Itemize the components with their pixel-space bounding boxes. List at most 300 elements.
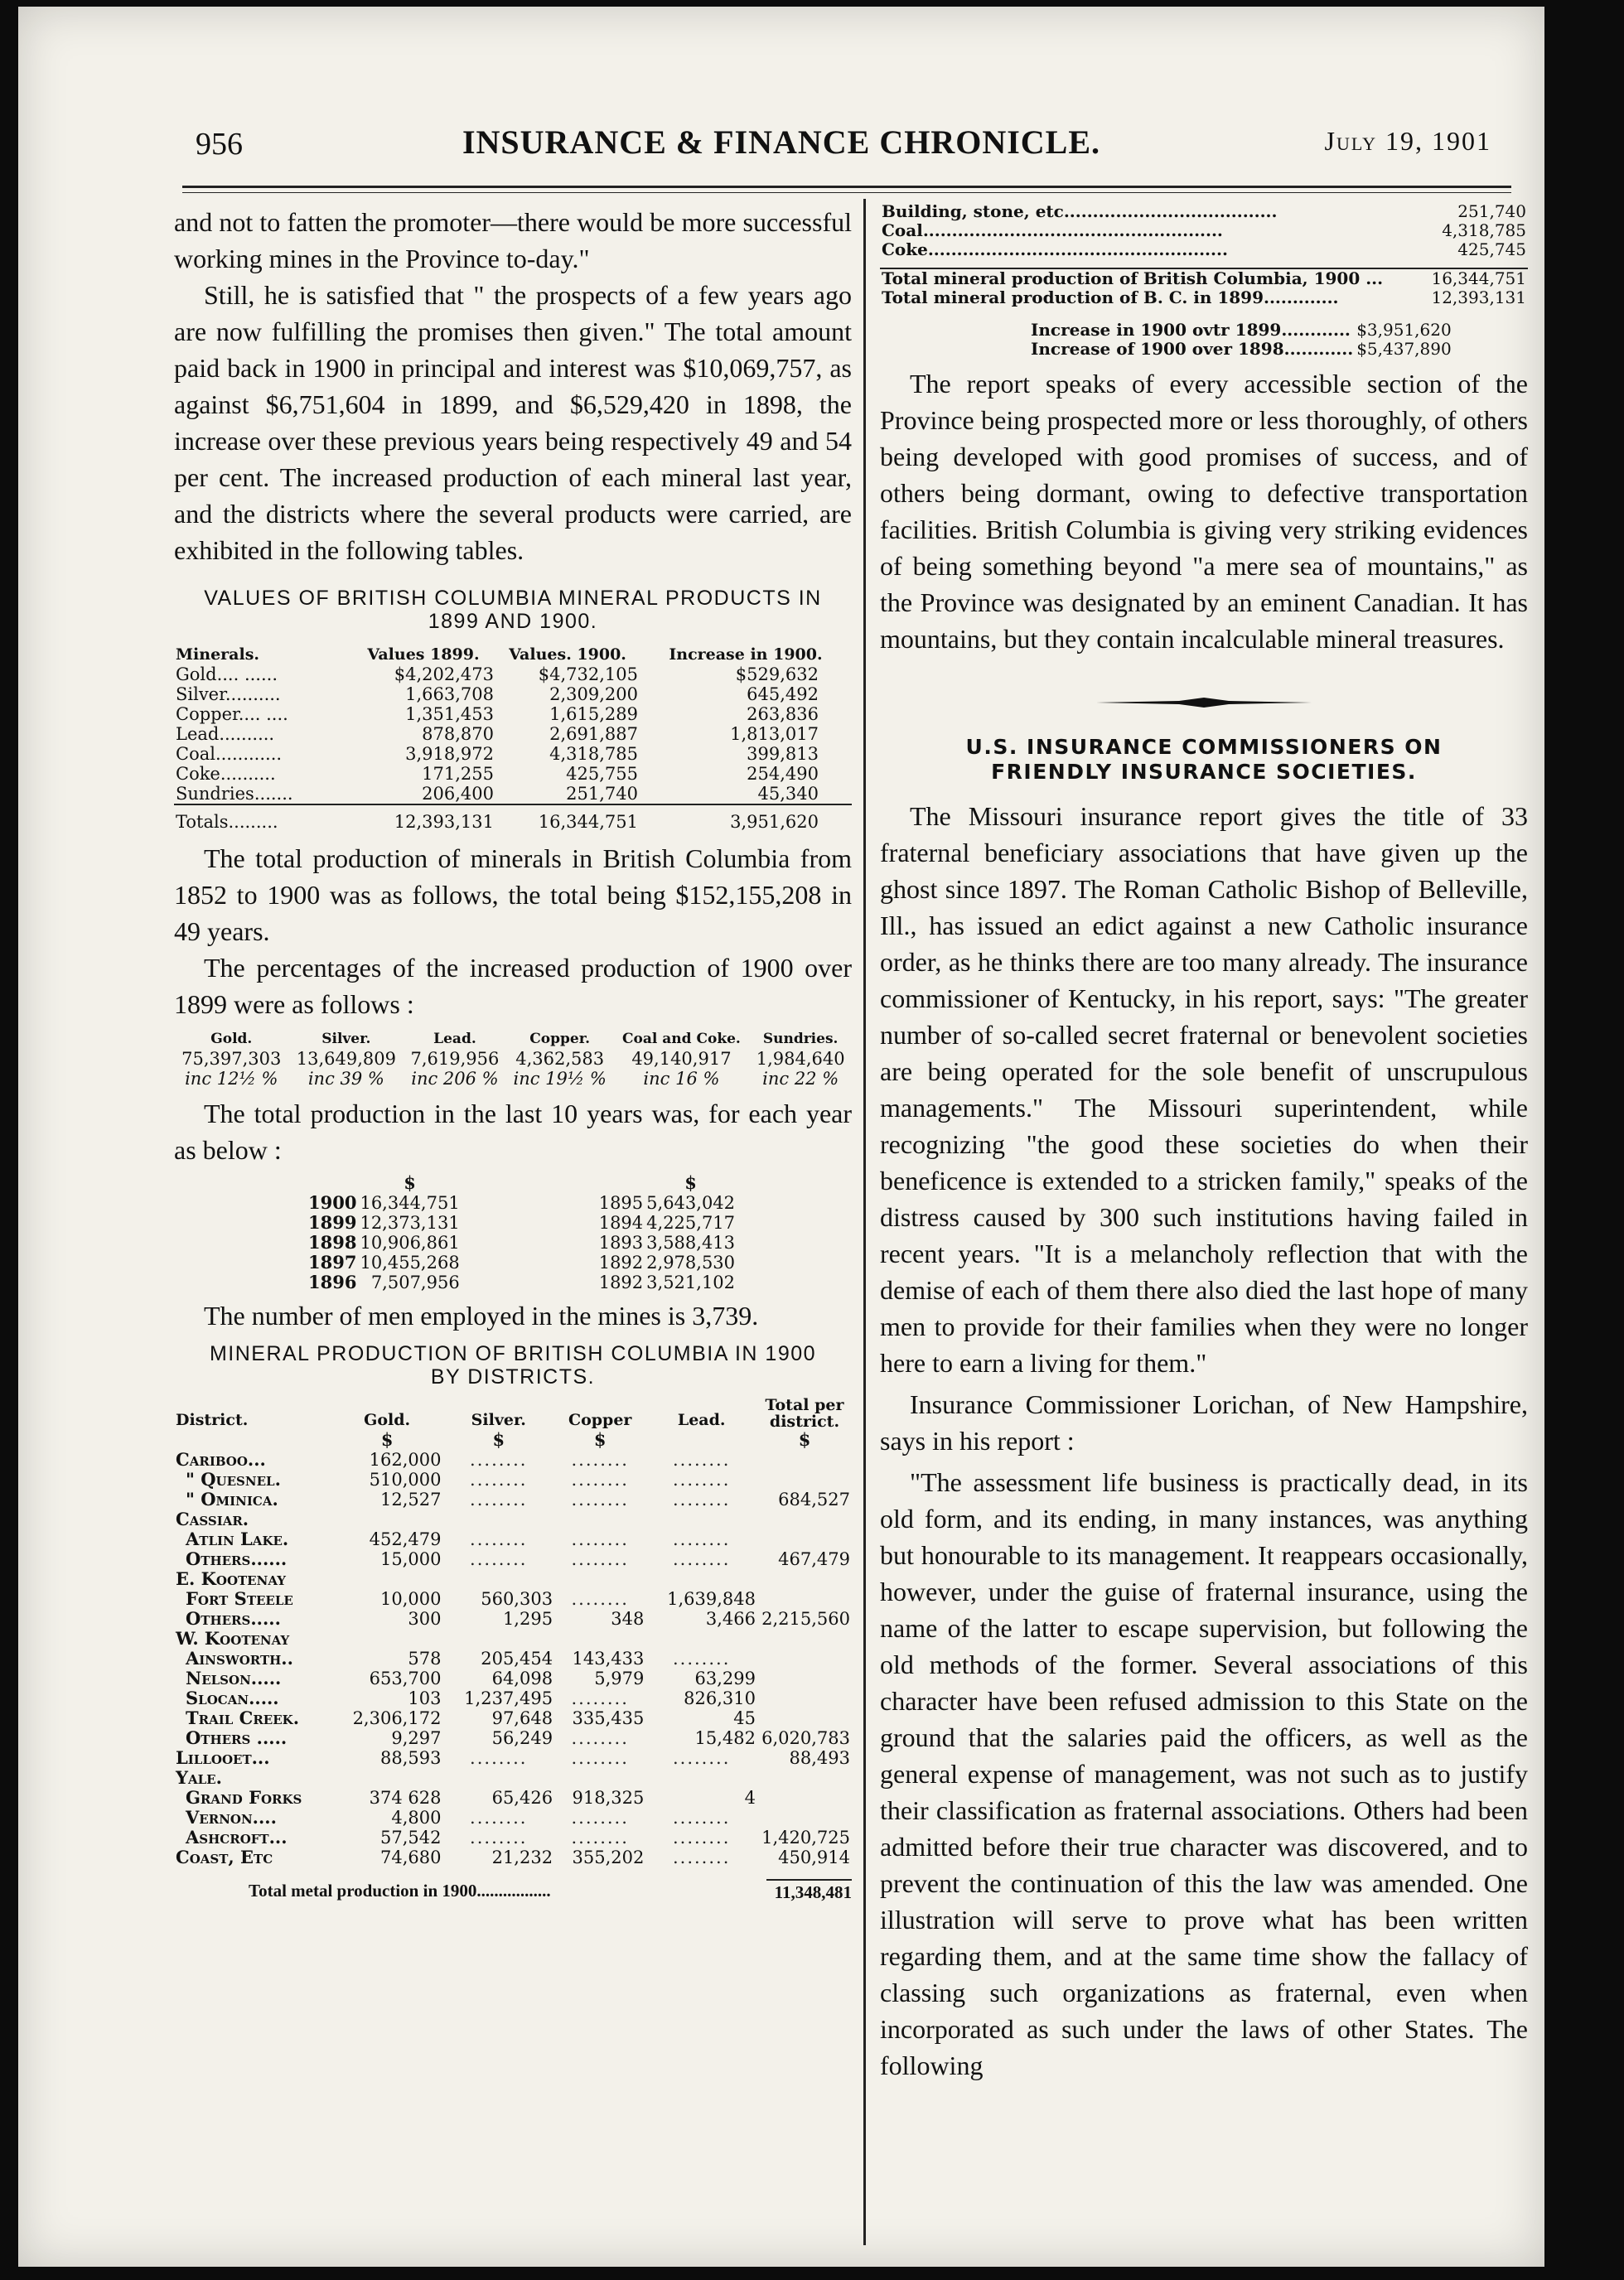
value-cell: 206,400 bbox=[422, 784, 494, 804]
table-row bbox=[174, 784, 852, 804]
value-cell: 205,454 bbox=[481, 1649, 553, 1669]
table-header: Total per district. bbox=[765, 1396, 844, 1431]
value-cell: 97,648 bbox=[491, 1708, 553, 1728]
value-cell: 45 bbox=[733, 1708, 756, 1728]
value-cell: 918,325 bbox=[572, 1788, 645, 1808]
value-cell: ........ bbox=[571, 1688, 629, 1708]
year-cell: 1897 bbox=[308, 1252, 357, 1273]
value-cell: 399,813 bbox=[747, 744, 819, 764]
ten-year-table bbox=[307, 1173, 737, 1292]
value-cell: 12,373,131 bbox=[360, 1213, 460, 1233]
value-cell: 878,870 bbox=[422, 724, 494, 744]
percent-cell: inc 39 % bbox=[307, 1069, 384, 1089]
value-cell bbox=[757, 1788, 852, 1808]
value-cell: 65,426 bbox=[491, 1788, 553, 1808]
value-cell: ........ bbox=[672, 1529, 731, 1549]
district-name: Others..... bbox=[186, 1608, 281, 1629]
value-cell: ........ bbox=[470, 1529, 528, 1549]
value-cell bbox=[331, 1629, 443, 1649]
value-cell: 4,225,717 bbox=[646, 1213, 736, 1233]
value-cell bbox=[645, 1569, 757, 1589]
table-row bbox=[174, 684, 852, 704]
value-cell: 12,527 bbox=[379, 1490, 442, 1510]
district-name: Atlin Lake. bbox=[186, 1529, 289, 1549]
value-cell: ........ bbox=[571, 1748, 629, 1768]
right-paragraph-4: "The assessment life business is practically dead, in its old form, and its ending, in many instances, was anything but honourable to its management. It reappears occasionally, however, under the guise of fraternal insurance, using the name of the latter to escape supervision, but following the old methods of the former. Several associations of this character have been refused admission to this State on the ground that the salaries paid the officers, as well as the general expense of management, was not such as to justify their classification as fraternal associations. Others had been admitted before their true character was discovered, and to prevent the continuation of this the law was amended. One illustration will serve to prove what has been written regarding them, and at the same time show the fallacy of classing such organizations as fraternal, even when incorporated as such under the laws of other States. The following bbox=[880, 1467, 1528, 2080]
value-cell: ........ bbox=[470, 1490, 528, 1510]
value-cell: 56,249 bbox=[491, 1728, 553, 1748]
value-cell: 15,482 bbox=[694, 1728, 756, 1748]
table-row bbox=[880, 268, 1528, 288]
newspaper-page bbox=[18, 7, 1544, 2267]
table-header: Minerals. bbox=[176, 645, 260, 664]
summary-label: Coal.................................................... bbox=[882, 221, 1223, 240]
value-cell: $529,632 bbox=[735, 664, 819, 684]
value-cell: 162,000 bbox=[369, 1450, 442, 1470]
district-total-value: 11,348,481 bbox=[766, 1879, 852, 1904]
value-cell: 2,691,887 bbox=[549, 724, 638, 744]
value-cell: 254,490 bbox=[747, 764, 819, 784]
table-row bbox=[174, 1490, 852, 1510]
table-row bbox=[174, 1049, 852, 1069]
summary-label: Coke.................................................... bbox=[882, 240, 1228, 259]
dollar-sign: $ bbox=[492, 1429, 505, 1450]
value-cell: 4,318,785 bbox=[549, 744, 638, 764]
value-cell: 1,295 bbox=[502, 1609, 553, 1629]
table-row bbox=[307, 1233, 737, 1253]
table-row bbox=[174, 1589, 852, 1609]
value-cell bbox=[757, 1688, 852, 1708]
year-cell: 1892 bbox=[598, 1253, 644, 1273]
table-row bbox=[307, 1193, 737, 1213]
value-cell: 452,479 bbox=[369, 1529, 442, 1549]
summary-value: 251,740 bbox=[1457, 201, 1526, 221]
table-row bbox=[174, 1629, 852, 1649]
district-name: Cassiar. bbox=[176, 1509, 249, 1529]
district-name: W. Kootenay bbox=[176, 1628, 290, 1649]
increase-table bbox=[1029, 321, 1453, 359]
percent-cell: 75,397,303 bbox=[181, 1049, 282, 1069]
percent-cell: inc 19½ % bbox=[513, 1069, 607, 1089]
value-cell: 374 628 bbox=[369, 1788, 442, 1808]
value-cell bbox=[757, 1629, 852, 1649]
table-row bbox=[174, 704, 852, 724]
value-cell: ........ bbox=[571, 1728, 629, 1748]
district-name: Others...... bbox=[186, 1548, 288, 1569]
table-row bbox=[880, 288, 1528, 307]
right-paragraph-3: Insurance Commissioner Lorichan, of New Hampshire, says in his report : bbox=[880, 1389, 1528, 1456]
value-cell: 16,344,751 bbox=[360, 1193, 460, 1213]
table-row bbox=[1029, 340, 1453, 359]
value-cell: 3,466 bbox=[705, 1609, 756, 1629]
column-divider bbox=[863, 199, 866, 2245]
value-cell: 1,813,017 bbox=[730, 724, 819, 744]
percent-cell: inc 16 % bbox=[643, 1069, 720, 1089]
percent-header: Gold. bbox=[210, 1031, 253, 1047]
table-header: Values. 1900. bbox=[509, 645, 626, 664]
value-cell: 2,306,172 bbox=[352, 1708, 442, 1728]
value-cell bbox=[331, 1569, 443, 1589]
summary-label: Building, stone, etc..................................... bbox=[882, 202, 1278, 221]
value-cell: ........ bbox=[470, 1828, 528, 1848]
table-row bbox=[174, 1728, 852, 1748]
value-cell bbox=[757, 1768, 852, 1788]
value-cell: 2,309,200 bbox=[549, 684, 638, 704]
mineral-name: Coal............ bbox=[176, 744, 283, 764]
table-header: Values 1899. bbox=[367, 645, 480, 664]
value-cell: 348 bbox=[611, 1609, 645, 1629]
district-total-label: Total metal production in 1900................. bbox=[249, 1881, 551, 1901]
value-cell: ........ bbox=[470, 1549, 528, 1569]
value-cell bbox=[331, 1768, 443, 1788]
table-row bbox=[174, 1470, 852, 1490]
dollar-sign: $ bbox=[798, 1429, 811, 1450]
value-cell: 9,297 bbox=[391, 1728, 442, 1748]
value-cell bbox=[757, 1808, 852, 1828]
value-cell: ........ bbox=[672, 1470, 731, 1490]
value-cell bbox=[757, 1470, 852, 1490]
district-name: Ainsworth.. bbox=[186, 1648, 293, 1669]
value-cell: 425,755 bbox=[566, 764, 638, 784]
table-header: Lead. bbox=[677, 1411, 726, 1429]
year-cell: 1893 bbox=[598, 1233, 644, 1253]
year-cell: 1894 bbox=[598, 1213, 644, 1233]
value-cell bbox=[554, 1629, 645, 1649]
value-cell: 645,492 bbox=[747, 684, 819, 704]
value-cell bbox=[645, 1768, 757, 1788]
percent-header: Sundries. bbox=[762, 1031, 839, 1047]
summary-value: 425,745 bbox=[1457, 239, 1526, 259]
summary-label: Increase of 1900 over 1898............ bbox=[1031, 340, 1354, 359]
table-row bbox=[174, 744, 852, 764]
dollar-sign: $ bbox=[380, 1429, 394, 1450]
value-cell: 74,680 bbox=[379, 1848, 442, 1867]
value-cell bbox=[757, 1569, 852, 1589]
district-name: Lillooet... bbox=[176, 1747, 270, 1768]
dollar-sign: $ bbox=[684, 1172, 697, 1193]
value-cell: ........ bbox=[672, 1549, 731, 1569]
percent-header: Coal and Coke. bbox=[622, 1031, 741, 1047]
value-cell: 467,479 bbox=[778, 1549, 850, 1569]
value-cell: ........ bbox=[571, 1470, 629, 1490]
summary-value: $3,951,620 bbox=[1356, 320, 1452, 340]
value-cell: 63,299 bbox=[694, 1669, 756, 1688]
district-name: Trail Creek. bbox=[186, 1708, 299, 1728]
section-ornament-icon bbox=[880, 682, 1528, 718]
left-paragraph-3: The total production of minerals in British Columbia from 1852 to 1900 was as follows, the total being $152,155,208 in 49 years. bbox=[174, 843, 852, 946]
value-cell bbox=[554, 1510, 645, 1529]
value-cell: 450,914 bbox=[778, 1848, 850, 1867]
table-row bbox=[174, 764, 852, 784]
right-paragraph-2: The Missouri insurance report gives the title of 33 fraternal beneficiary associations that have given up the ghost since 1897. The Roman Catholic Bishop of Belleville, Ill., has issued an edict against a new Catholic insurance order, as he thinks there are too many already. The insurance commissioner of Kentucky, in his report, says: "The greater number of so-called secret fraternal or benevolent societies are being operated for the sole benefit of unscrupulous managements." The Missouri superintendent, while recognizing "the good these societies do when their beneficence is extended to a stricken family," speaks of the distress caused by 300 such institutions having failed in recent years. "It is a melancholy reflection that with the demise of each of them there also died the last hope of many men to provide for their families when they were no longer here to earn a living for them." bbox=[880, 801, 1528, 1378]
value-cell: 3,588,413 bbox=[646, 1233, 736, 1253]
summary-label: Total mineral production of B. C. in 1899............. bbox=[882, 288, 1339, 307]
value-cell bbox=[442, 1569, 554, 1589]
value-cell: 263,836 bbox=[747, 704, 819, 724]
table-row bbox=[307, 1253, 737, 1273]
value-cell: ........ bbox=[571, 1490, 629, 1510]
value-cell: ........ bbox=[571, 1828, 629, 1848]
table-row bbox=[174, 1510, 852, 1529]
summary-label: Increase in 1900 ovtr 1899............ bbox=[1031, 321, 1351, 340]
right-paragraph-1: The report speaks of every accessible section of the Province being prospected more or less thoroughly, of others being developed with good promises of success, and of others being dormant, owing to defective transportation facilities. British Columbia is giving very striking evidences of being something beyond "a mere sea of mountains," as the Province was designated by an eminent Canadian. It has mountains, but they contain incalculable mineral treasures. bbox=[880, 369, 1528, 654]
left-paragraph-6: The number of men employed in the mines is 3,739. bbox=[204, 1301, 759, 1331]
total-label: Totals......... bbox=[174, 804, 351, 832]
table-row bbox=[174, 1828, 852, 1848]
dollar-sign: $ bbox=[593, 1429, 607, 1450]
value-cell: 1,420,725 bbox=[761, 1828, 850, 1848]
value-cell: 826,310 bbox=[684, 1688, 756, 1708]
value-cell: 64,098 bbox=[491, 1669, 553, 1688]
district-name: Coast, Etc bbox=[176, 1847, 273, 1867]
percent-cell: 49,140,917 bbox=[631, 1049, 732, 1069]
value-cell: ........ bbox=[672, 1649, 731, 1669]
year-cell: 1896 bbox=[308, 1272, 357, 1292]
value-cell: 15,000 bbox=[379, 1549, 442, 1569]
value-cell: 300 bbox=[408, 1609, 442, 1629]
total-cell: 12,393,131 bbox=[351, 804, 495, 832]
value-cell bbox=[757, 1649, 852, 1669]
value-cell: 2,215,560 bbox=[761, 1609, 850, 1629]
district-name: Fort Steele bbox=[186, 1588, 293, 1609]
value-cell bbox=[757, 1510, 852, 1529]
value-cell: 653,700 bbox=[369, 1669, 442, 1688]
value-cell: 3,521,102 bbox=[646, 1273, 736, 1292]
table-row bbox=[880, 240, 1528, 259]
value-cell: ........ bbox=[571, 1450, 629, 1470]
value-cell bbox=[645, 1510, 757, 1529]
table-row bbox=[174, 1768, 852, 1788]
mineral-name: Lead.......... bbox=[176, 724, 275, 744]
summary-value: 12,393,131 bbox=[1431, 287, 1526, 307]
table-row bbox=[174, 724, 852, 744]
value-cell: 510,000 bbox=[369, 1470, 442, 1490]
table-header: Increase in 1900. bbox=[669, 645, 823, 664]
district-name: Slocan..... bbox=[186, 1688, 279, 1708]
value-cell: ........ bbox=[571, 1549, 629, 1569]
value-cell: 684,527 bbox=[778, 1490, 850, 1510]
table-row bbox=[174, 1808, 852, 1828]
table-row bbox=[307, 1213, 737, 1233]
value-cell: ........ bbox=[672, 1748, 731, 1768]
value-cell: 21,232 bbox=[491, 1848, 553, 1867]
table-header: Copper bbox=[568, 1411, 632, 1429]
table-row bbox=[1029, 321, 1453, 340]
mineral-summary-table bbox=[880, 202, 1528, 307]
summary-value: $5,437,890 bbox=[1356, 339, 1452, 359]
left-paragraph-5: The total production in the last 10 years was, for each year as below : bbox=[174, 1099, 852, 1165]
year-cell: 1898 bbox=[308, 1232, 357, 1253]
left-paragraph-4: The percentages of the increased production of 1900 over 1899 were as follows : bbox=[174, 953, 852, 1019]
value-cell: 1,237,495 bbox=[464, 1688, 553, 1708]
table-row bbox=[174, 1609, 852, 1629]
value-cell: 4 bbox=[744, 1788, 756, 1808]
year-cell: 1892 bbox=[598, 1273, 644, 1292]
value-cell: 45,340 bbox=[757, 784, 819, 804]
value-cell: ........ bbox=[672, 1808, 731, 1828]
mineral-name: Sundries....... bbox=[176, 784, 293, 804]
district-total-row bbox=[174, 1879, 852, 1904]
value-cell: ........ bbox=[470, 1808, 528, 1828]
mineral-name: Silver.......... bbox=[176, 684, 281, 704]
percent-header: Lead. bbox=[433, 1031, 476, 1047]
district-name: E. Kootenay bbox=[176, 1568, 286, 1589]
value-cell bbox=[442, 1629, 554, 1649]
table-row bbox=[174, 1569, 852, 1589]
table-row bbox=[174, 1708, 852, 1728]
percent-cell: inc 22 % bbox=[762, 1069, 839, 1089]
table-row bbox=[174, 1848, 852, 1867]
table-row bbox=[174, 1688, 852, 1708]
value-cell bbox=[757, 1529, 852, 1549]
value-cell: 4,800 bbox=[391, 1808, 442, 1828]
value-cell: 1,663,708 bbox=[405, 684, 494, 704]
value-cell: 171,255 bbox=[422, 764, 494, 784]
total-cell: 16,344,751 bbox=[495, 804, 640, 832]
summary-value: 16,344,751 bbox=[1423, 268, 1528, 288]
table-total-row bbox=[174, 804, 852, 832]
year-cell: 1899 bbox=[308, 1212, 357, 1233]
value-cell: ........ bbox=[470, 1470, 528, 1490]
value-cell: 57,542 bbox=[379, 1828, 442, 1848]
district-name: Nelson..... bbox=[186, 1668, 282, 1688]
value-cell: ........ bbox=[672, 1848, 731, 1867]
value-cell bbox=[645, 1629, 757, 1649]
value-cell bbox=[554, 1569, 645, 1589]
district-name: Cariboo... bbox=[176, 1449, 266, 1470]
value-cell: 88,593 bbox=[379, 1748, 442, 1768]
percent-cell: 4,362,583 bbox=[515, 1049, 605, 1069]
value-cell: 3,918,972 bbox=[405, 744, 494, 764]
total-cell: 3,951,620 bbox=[640, 804, 852, 832]
year-cell: 1895 bbox=[598, 1193, 644, 1213]
table-row bbox=[880, 221, 1528, 240]
value-cell: ........ bbox=[470, 1450, 528, 1470]
running-head bbox=[18, 113, 1544, 162]
value-cell: ........ bbox=[672, 1828, 731, 1848]
value-cell: 143,433 bbox=[572, 1649, 645, 1669]
header-rule-thick bbox=[182, 186, 1511, 188]
mineral-name: Coke.......... bbox=[176, 764, 276, 784]
left-paragraph-1: and not to fatten the promoter—there would be more successful working mines in the Province to-day." bbox=[174, 207, 852, 273]
district-name: " Ominica. bbox=[186, 1489, 278, 1510]
value-cell bbox=[757, 1589, 852, 1609]
summary-value: 4,318,785 bbox=[1442, 220, 1526, 240]
header-rule-thin bbox=[182, 192, 1511, 193]
percentages-table bbox=[174, 1029, 852, 1089]
value-cell: 6,020,783 bbox=[761, 1728, 850, 1748]
value-cell bbox=[442, 1768, 554, 1788]
value-cell: ........ bbox=[672, 1490, 731, 1510]
table-row bbox=[174, 1669, 852, 1688]
issue-date: July 19, 1901 bbox=[1324, 126, 1491, 156]
table-header: District. bbox=[176, 1411, 249, 1429]
value-cell: 335,435 bbox=[572, 1708, 645, 1728]
value-cell: ........ bbox=[571, 1529, 629, 1549]
right-column bbox=[880, 196, 1528, 2084]
value-cell: 1,615,289 bbox=[549, 704, 638, 724]
left-column bbox=[174, 204, 852, 1904]
year-cell: 1900 bbox=[308, 1192, 357, 1213]
value-cell: ........ bbox=[470, 1748, 528, 1768]
value-cell: ........ bbox=[571, 1589, 629, 1609]
value-cell: 5,643,042 bbox=[646, 1193, 736, 1213]
percent-cell: inc 12½ % bbox=[185, 1069, 278, 1089]
section-title: FRIENDLY INSURANCE SOCIETIES. bbox=[991, 760, 1417, 784]
table-row bbox=[174, 1069, 852, 1089]
percent-cell: 1,984,640 bbox=[756, 1049, 845, 1069]
value-cell: 5,979 bbox=[594, 1669, 645, 1688]
value-cell: 7,507,956 bbox=[370, 1273, 460, 1292]
district-name: Ashcroft... bbox=[186, 1827, 288, 1848]
percent-cell: 7,619,956 bbox=[410, 1049, 500, 1069]
mineral-name: Gold.... ...... bbox=[176, 664, 278, 684]
value-cell bbox=[442, 1510, 554, 1529]
value-cell: 88,493 bbox=[789, 1748, 850, 1768]
table-row bbox=[174, 1029, 852, 1049]
value-cell bbox=[757, 1708, 852, 1728]
value-cell: 355,202 bbox=[572, 1848, 645, 1867]
value-cell: 2,978,530 bbox=[646, 1253, 736, 1273]
district-name: " Quesnel. bbox=[186, 1469, 281, 1490]
table-row bbox=[174, 664, 852, 684]
table-row bbox=[174, 1549, 852, 1569]
district-name: Others ..... bbox=[186, 1727, 288, 1748]
percent-header: Copper. bbox=[529, 1031, 591, 1047]
section-title: U.S. INSURANCE COMMISSIONERS ON bbox=[965, 735, 1443, 759]
value-cell: 1,351,453 bbox=[405, 704, 494, 724]
district-table bbox=[174, 1397, 852, 1867]
value-cell: 578 bbox=[408, 1649, 442, 1669]
value-cell: $4,732,105 bbox=[538, 664, 638, 684]
value-cell: $4,202,473 bbox=[394, 664, 494, 684]
table-row bbox=[174, 1748, 852, 1768]
percent-cell: 13,649,809 bbox=[296, 1049, 396, 1069]
value-cell bbox=[757, 1450, 852, 1470]
value-cell: 103 bbox=[408, 1688, 442, 1708]
value-cell: 251,740 bbox=[566, 784, 638, 804]
district-name: Vernon.... bbox=[186, 1807, 277, 1828]
value-cell bbox=[757, 1669, 852, 1688]
table-row bbox=[880, 202, 1528, 221]
mineral-name: Copper.... .... bbox=[176, 704, 288, 724]
value-cell bbox=[554, 1768, 645, 1788]
value-cell: 560,303 bbox=[481, 1589, 553, 1609]
value-cell: 10,455,268 bbox=[360, 1253, 460, 1273]
summary-label: Total mineral production of British Columbia, 1900 ... bbox=[880, 268, 1423, 288]
value-cell: 10,906,861 bbox=[360, 1233, 460, 1253]
value-cell bbox=[331, 1510, 443, 1529]
value-cell: ........ bbox=[571, 1808, 629, 1828]
value-cell: ........ bbox=[672, 1450, 731, 1470]
mineral-values-table-title: VALUES OF BRITISH COLUMBIA MINERAL PRODUCTS IN 1899 AND 1900. bbox=[204, 587, 822, 633]
table-header: Silver. bbox=[471, 1411, 526, 1429]
dollar-sign: $ bbox=[404, 1172, 416, 1193]
percent-header: Silver. bbox=[321, 1031, 371, 1047]
journal-title: INSURANCE & FINANCE CHRONICLE. bbox=[462, 123, 1101, 161]
district-name: Yale. bbox=[176, 1767, 222, 1788]
table-row bbox=[174, 1450, 852, 1470]
table-row bbox=[174, 1529, 852, 1549]
value-cell: 10,000 bbox=[379, 1589, 442, 1609]
percent-cell: inc 206 % bbox=[411, 1069, 499, 1089]
mineral-values-table bbox=[174, 645, 852, 832]
page-number: 956 bbox=[196, 127, 243, 162]
left-paragraph-2: Still, he is satisfied that " the prospects of a few years ago are now fulfilling the promises then given." The total amount paid back in 1900 in principal and interest was $10,069,757, as against $6,751,604 in 1899, and $6,529,420 in 1898, the increase over these previous years being respectively 49 and 54 per cent. The increased production of each mineral last year, and the districts where the several products were carried, are exhibited in the following tables. bbox=[174, 280, 852, 565]
table-row bbox=[174, 1788, 852, 1808]
district-table-title: MINERAL PRODUCTION OF BRITISH COLUMBIA IN 1900 BY DISTRICTS. bbox=[209, 1342, 817, 1389]
table-header: Gold. bbox=[364, 1411, 411, 1429]
